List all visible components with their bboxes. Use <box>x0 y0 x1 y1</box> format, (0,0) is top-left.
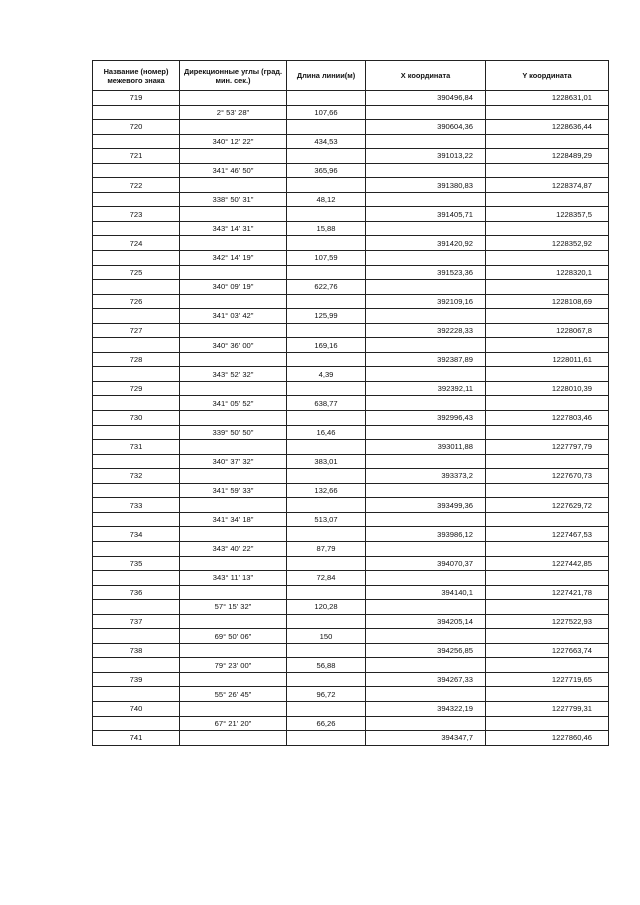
cell-direction-angle: 341° 59' 33" <box>180 483 287 498</box>
cell-y-coordinate: 1228374,87 <box>486 178 609 193</box>
cell-x-coordinate <box>366 134 486 149</box>
cell-point-name: 726 <box>93 294 180 309</box>
cell-point-name: 735 <box>93 556 180 571</box>
table-row-point <box>93 527 609 542</box>
cell-direction-angle: 338° 50' 31" <box>180 192 287 207</box>
cell-x-coordinate: 392392,11 <box>366 381 486 396</box>
cell-x-coordinate <box>366 483 486 498</box>
cell-line-length <box>287 672 366 687</box>
cell-point-name <box>93 658 180 673</box>
table-row-segment <box>93 105 609 120</box>
cell-line-length: 16,46 <box>287 425 366 440</box>
table-header-row <box>93 61 609 91</box>
cell-y-coordinate: 1228010,39 <box>486 381 609 396</box>
cell-y-coordinate: 1227860,46 <box>486 731 609 746</box>
cell-x-coordinate: 392109,16 <box>366 294 486 309</box>
table-row-segment <box>93 425 609 440</box>
cell-point-name: 720 <box>93 120 180 135</box>
table-row-point <box>93 91 609 106</box>
cell-y-coordinate: 1228489,29 <box>486 149 609 164</box>
cell-line-length: 66,26 <box>287 716 366 731</box>
cell-point-name <box>93 425 180 440</box>
cell-direction-angle <box>180 411 287 426</box>
table-row-point <box>93 556 609 571</box>
table-row-segment <box>93 251 609 266</box>
table-row-segment <box>93 658 609 673</box>
table-row-point <box>93 294 609 309</box>
cell-y-coordinate: 1228108,69 <box>486 294 609 309</box>
table-row-segment <box>93 163 609 178</box>
cell-point-name: 733 <box>93 498 180 513</box>
table-row-point <box>93 381 609 396</box>
cell-point-name <box>93 280 180 295</box>
cell-x-coordinate <box>366 658 486 673</box>
cell-y-coordinate <box>486 338 609 353</box>
table-row-segment <box>93 338 609 353</box>
header-x: X координата <box>366 61 486 91</box>
cell-x-coordinate: 393986,12 <box>366 527 486 542</box>
cell-x-coordinate: 394205,14 <box>366 614 486 629</box>
cell-y-coordinate: 1227719,65 <box>486 672 609 687</box>
cell-direction-angle: 341° 03' 42" <box>180 309 287 324</box>
cell-x-coordinate: 394322,19 <box>366 701 486 716</box>
cell-line-length: 169,16 <box>287 338 366 353</box>
cell-point-name <box>93 541 180 556</box>
cell-y-coordinate <box>486 192 609 207</box>
cell-y-coordinate <box>486 105 609 120</box>
cell-direction-angle: 341° 46' 50" <box>180 163 287 178</box>
cell-point-name: 724 <box>93 236 180 251</box>
table-row-point <box>93 614 609 629</box>
cell-point-name <box>93 483 180 498</box>
cell-x-coordinate: 394070,37 <box>366 556 486 571</box>
cell-x-coordinate: 393499,36 <box>366 498 486 513</box>
cell-y-coordinate <box>486 483 609 498</box>
cell-x-coordinate <box>366 163 486 178</box>
cell-line-length: 56,88 <box>287 658 366 673</box>
cell-x-coordinate: 391420,92 <box>366 236 486 251</box>
cell-x-coordinate: 394347,7 <box>366 731 486 746</box>
cell-point-name: 739 <box>93 672 180 687</box>
cell-point-name: 734 <box>93 527 180 542</box>
cell-x-coordinate: 391013,22 <box>366 149 486 164</box>
cell-line-length: 365,96 <box>287 163 366 178</box>
table-row-segment <box>93 309 609 324</box>
cell-line-length <box>287 585 366 600</box>
table-row-segment <box>93 396 609 411</box>
cell-direction-angle: 340° 36' 00" <box>180 338 287 353</box>
cell-x-coordinate <box>366 221 486 236</box>
table-row-segment <box>93 134 609 149</box>
cell-y-coordinate <box>486 396 609 411</box>
cell-line-length: 87,79 <box>287 541 366 556</box>
table-row-segment <box>93 512 609 527</box>
cell-x-coordinate <box>366 425 486 440</box>
cell-y-coordinate: 1227467,53 <box>486 527 609 542</box>
cell-x-coordinate <box>366 454 486 469</box>
table-row-segment <box>93 541 609 556</box>
cell-direction-angle <box>180 265 287 280</box>
table-row-point <box>93 498 609 513</box>
cell-point-name: 738 <box>93 643 180 658</box>
cell-point-name <box>93 716 180 731</box>
cell-point-name: 728 <box>93 352 180 367</box>
cell-x-coordinate: 394256,85 <box>366 643 486 658</box>
cell-direction-angle: 343° 52' 32" <box>180 367 287 382</box>
cell-line-length: 48,12 <box>287 192 366 207</box>
cell-point-name <box>93 134 180 149</box>
cell-direction-angle: 340° 12' 22" <box>180 134 287 149</box>
cell-y-coordinate <box>486 309 609 324</box>
cell-x-coordinate <box>366 338 486 353</box>
cell-line-length: 434,53 <box>287 134 366 149</box>
cell-y-coordinate: 1227442,85 <box>486 556 609 571</box>
cell-y-coordinate <box>486 221 609 236</box>
cell-line-length <box>287 294 366 309</box>
cell-direction-angle <box>180 294 287 309</box>
cell-direction-angle <box>180 236 287 251</box>
cell-x-coordinate <box>366 716 486 731</box>
cell-y-coordinate: 1228357,5 <box>486 207 609 222</box>
cell-y-coordinate <box>486 251 609 266</box>
table-row-segment <box>93 221 609 236</box>
cell-direction-angle <box>180 352 287 367</box>
cell-y-coordinate: 1227629,72 <box>486 498 609 513</box>
table-row-point <box>93 265 609 280</box>
cell-x-coordinate: 394140,1 <box>366 585 486 600</box>
cell-x-coordinate: 392996,43 <box>366 411 486 426</box>
cell-point-name: 721 <box>93 149 180 164</box>
cell-direction-angle: 2° 53' 28" <box>180 105 287 120</box>
cell-line-length <box>287 352 366 367</box>
cell-line-length: 4,39 <box>287 367 366 382</box>
cell-y-coordinate: 1227670,73 <box>486 469 609 484</box>
cell-line-length <box>287 91 366 106</box>
cell-line-length <box>287 323 366 338</box>
cell-y-coordinate <box>486 280 609 295</box>
cell-direction-angle: 67° 21' 20" <box>180 716 287 731</box>
cell-x-coordinate <box>366 396 486 411</box>
cell-line-length: 107,59 <box>287 251 366 266</box>
table-row-point <box>93 469 609 484</box>
cell-direction-angle: 79° 23' 00" <box>180 658 287 673</box>
cell-x-coordinate: 392228,33 <box>366 323 486 338</box>
cell-point-name: 729 <box>93 381 180 396</box>
cell-direction-angle <box>180 672 287 687</box>
table-row-point <box>93 585 609 600</box>
cell-direction-angle: 343° 40' 22" <box>180 541 287 556</box>
cell-y-coordinate: 1228631,01 <box>486 91 609 106</box>
cell-direction-angle: 343° 14' 31" <box>180 221 287 236</box>
boundary-coordinates-table <box>92 60 609 746</box>
cell-point-name: 723 <box>93 207 180 222</box>
cell-point-name <box>93 163 180 178</box>
cell-x-coordinate <box>366 251 486 266</box>
table-row-point <box>93 178 609 193</box>
cell-point-name <box>93 571 180 586</box>
cell-x-coordinate: 390604,36 <box>366 120 486 135</box>
cell-direction-angle <box>180 178 287 193</box>
cell-direction-angle: 341° 34' 18" <box>180 512 287 527</box>
cell-line-length <box>287 614 366 629</box>
cell-point-name <box>93 105 180 120</box>
cell-direction-angle <box>180 614 287 629</box>
cell-direction-angle <box>180 120 287 135</box>
cell-direction-angle <box>180 381 287 396</box>
cell-line-length <box>287 701 366 716</box>
cell-x-coordinate: 391405,71 <box>366 207 486 222</box>
table-row-segment <box>93 483 609 498</box>
cell-line-length <box>287 149 366 164</box>
cell-line-length: 125,99 <box>287 309 366 324</box>
cell-line-length <box>287 440 366 455</box>
cell-y-coordinate: 1227803,46 <box>486 411 609 426</box>
cell-direction-angle <box>180 91 287 106</box>
cell-line-length: 120,28 <box>287 600 366 615</box>
cell-y-coordinate: 1227522,93 <box>486 614 609 629</box>
cell-line-length <box>287 120 366 135</box>
header-length: Длина линии(м) <box>287 61 366 91</box>
cell-point-name: 725 <box>93 265 180 280</box>
cell-line-length <box>287 411 366 426</box>
cell-direction-angle <box>180 731 287 746</box>
cell-direction-angle: 343° 11' 13" <box>180 571 287 586</box>
cell-direction-angle <box>180 207 287 222</box>
table-row-point <box>93 731 609 746</box>
cell-line-length: 513,07 <box>287 512 366 527</box>
cell-direction-angle <box>180 149 287 164</box>
cell-direction-angle: 340° 37' 32" <box>180 454 287 469</box>
cell-point-name <box>93 629 180 644</box>
cell-y-coordinate: 1227797,79 <box>486 440 609 455</box>
cell-x-coordinate <box>366 571 486 586</box>
cell-point-name <box>93 192 180 207</box>
cell-point-name <box>93 367 180 382</box>
cell-x-coordinate <box>366 687 486 702</box>
cell-x-coordinate <box>366 629 486 644</box>
table-row-segment <box>93 192 609 207</box>
table-row-segment <box>93 571 609 586</box>
table-row-segment <box>93 716 609 731</box>
cell-x-coordinate: 392387,89 <box>366 352 486 367</box>
cell-x-coordinate <box>366 280 486 295</box>
cell-y-coordinate <box>486 600 609 615</box>
cell-line-length: 383,01 <box>287 454 366 469</box>
table-row-point <box>93 352 609 367</box>
cell-y-coordinate <box>486 454 609 469</box>
cell-point-name: 741 <box>93 731 180 746</box>
table-row-point <box>93 411 609 426</box>
cell-direction-angle: 69° 50' 06" <box>180 629 287 644</box>
cell-x-coordinate <box>366 192 486 207</box>
cell-direction-angle <box>180 556 287 571</box>
table-row-segment <box>93 367 609 382</box>
cell-direction-angle <box>180 585 287 600</box>
cell-x-coordinate <box>366 105 486 120</box>
cell-line-length <box>287 207 366 222</box>
cell-direction-angle <box>180 469 287 484</box>
cell-direction-angle: 55° 26' 45" <box>180 687 287 702</box>
table-row-point <box>93 672 609 687</box>
table-row-point <box>93 236 609 251</box>
cell-line-length <box>287 731 366 746</box>
cell-line-length: 150 <box>287 629 366 644</box>
cell-y-coordinate: 1228067,8 <box>486 323 609 338</box>
cell-direction-angle: 339° 50' 50" <box>180 425 287 440</box>
cell-y-coordinate: 1228636,44 <box>486 120 609 135</box>
table-row-segment <box>93 629 609 644</box>
table-row-point <box>93 701 609 716</box>
cell-y-coordinate <box>486 716 609 731</box>
table-row-point <box>93 207 609 222</box>
cell-line-length: 638,77 <box>287 396 366 411</box>
cell-y-coordinate <box>486 541 609 556</box>
cell-line-length <box>287 265 366 280</box>
cell-x-coordinate: 394267,33 <box>366 672 486 687</box>
header-y: Y координата <box>486 61 609 91</box>
cell-point-name: 727 <box>93 323 180 338</box>
cell-point-name <box>93 309 180 324</box>
cell-x-coordinate: 393011,88 <box>366 440 486 455</box>
cell-y-coordinate <box>486 687 609 702</box>
cell-point-name <box>93 338 180 353</box>
table-body <box>93 91 609 746</box>
cell-direction-angle <box>180 527 287 542</box>
cell-line-length <box>287 381 366 396</box>
cell-x-coordinate <box>366 367 486 382</box>
table-row-segment <box>93 454 609 469</box>
cell-point-name: 736 <box>93 585 180 600</box>
cell-x-coordinate <box>366 541 486 556</box>
cell-line-length: 72,84 <box>287 571 366 586</box>
table-row-segment <box>93 687 609 702</box>
cell-direction-angle: 341° 05' 52" <box>180 396 287 411</box>
cell-point-name <box>93 221 180 236</box>
cell-line-length <box>287 643 366 658</box>
table-row-point <box>93 120 609 135</box>
cell-y-coordinate <box>486 134 609 149</box>
cell-y-coordinate <box>486 163 609 178</box>
cell-point-name: 737 <box>93 614 180 629</box>
table-row-point <box>93 643 609 658</box>
cell-y-coordinate <box>486 367 609 382</box>
table-row-point <box>93 440 609 455</box>
header-name: Название (номер) межевого знака <box>93 61 180 91</box>
cell-line-length <box>287 178 366 193</box>
cell-direction-angle <box>180 498 287 513</box>
cell-y-coordinate <box>486 512 609 527</box>
cell-point-name <box>93 512 180 527</box>
table-row-point <box>93 323 609 338</box>
cell-y-coordinate: 1227421,78 <box>486 585 609 600</box>
cell-line-length <box>287 527 366 542</box>
header-angle: Дирекционные углы (град. мин. сек.) <box>180 61 287 91</box>
cell-line-length: 622,76 <box>287 280 366 295</box>
cell-y-coordinate: 1227663,74 <box>486 643 609 658</box>
cell-x-coordinate <box>366 512 486 527</box>
cell-line-length: 107,66 <box>287 105 366 120</box>
cell-line-length: 96,72 <box>287 687 366 702</box>
cell-line-length <box>287 469 366 484</box>
cell-y-coordinate: 1228011,61 <box>486 352 609 367</box>
cell-point-name <box>93 687 180 702</box>
table-row-segment <box>93 600 609 615</box>
cell-x-coordinate: 390496,84 <box>366 91 486 106</box>
cell-x-coordinate: 391523,36 <box>366 265 486 280</box>
cell-direction-angle <box>180 440 287 455</box>
cell-direction-angle <box>180 323 287 338</box>
cell-y-coordinate: 1228320,1 <box>486 265 609 280</box>
cell-point-name <box>93 396 180 411</box>
cell-y-coordinate: 1228352,92 <box>486 236 609 251</box>
cell-direction-angle: 340° 09' 19" <box>180 280 287 295</box>
cell-direction-angle: 342° 14' 19" <box>180 251 287 266</box>
cell-point-name <box>93 600 180 615</box>
cell-line-length <box>287 556 366 571</box>
cell-y-coordinate <box>486 571 609 586</box>
cell-line-length <box>287 498 366 513</box>
cell-point-name <box>93 454 180 469</box>
cell-y-coordinate <box>486 658 609 673</box>
cell-point-name: 740 <box>93 701 180 716</box>
cell-x-coordinate <box>366 600 486 615</box>
cell-y-coordinate: 1227799,31 <box>486 701 609 716</box>
cell-y-coordinate <box>486 629 609 644</box>
cell-line-length: 132,66 <box>287 483 366 498</box>
cell-direction-angle <box>180 643 287 658</box>
cell-point-name: 730 <box>93 411 180 426</box>
cell-point-name: 722 <box>93 178 180 193</box>
table-row-point <box>93 149 609 164</box>
cell-line-length <box>287 236 366 251</box>
cell-point-name: 719 <box>93 91 180 106</box>
cell-y-coordinate <box>486 425 609 440</box>
cell-direction-angle <box>180 701 287 716</box>
cell-point-name <box>93 251 180 266</box>
cell-point-name: 731 <box>93 440 180 455</box>
cell-x-coordinate: 393373,2 <box>366 469 486 484</box>
cell-line-length: 15,88 <box>287 221 366 236</box>
cell-x-coordinate <box>366 309 486 324</box>
cell-x-coordinate: 391380,83 <box>366 178 486 193</box>
cell-point-name: 732 <box>93 469 180 484</box>
cell-direction-angle: 57° 15' 32" <box>180 600 287 615</box>
table-row-segment <box>93 280 609 295</box>
